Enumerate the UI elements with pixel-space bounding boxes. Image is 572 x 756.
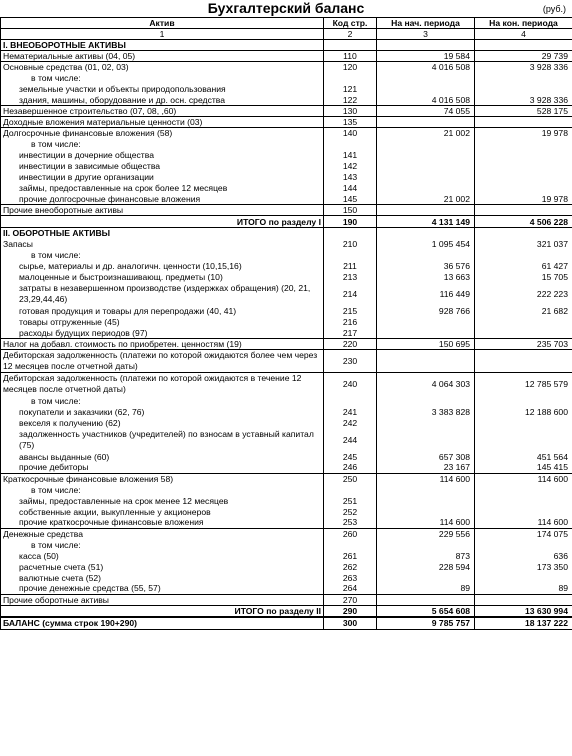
- value-end-period: [475, 40, 572, 51]
- row-label: сырье, материалы и др. аналогичн. ценности (10,15,16): [1, 261, 324, 272]
- table-row: [1, 495, 572, 506]
- row-code: 216: [324, 317, 377, 328]
- value-start-period: [377, 484, 475, 495]
- value-end-period: [475, 73, 572, 84]
- value-start-period: 4 016 508: [377, 62, 475, 73]
- row-code: 264: [324, 583, 377, 594]
- value-start-period: [377, 395, 475, 406]
- row-code: [324, 395, 377, 406]
- row-code: 260: [324, 528, 377, 539]
- row-label: касса (50): [1, 550, 324, 561]
- row-code: [324, 139, 377, 150]
- row-label: Налог на добавл. стоимость по приобретен. ценностям (19): [1, 339, 324, 350]
- value-end-period: 173 350: [475, 561, 572, 572]
- value-end-period: [475, 139, 572, 150]
- value-end-period: 145 415: [475, 462, 572, 473]
- row-code: 120: [324, 62, 377, 73]
- row-label: в том числе:: [1, 484, 324, 495]
- value-end-period: 61 427: [475, 261, 572, 272]
- row-code: 300: [324, 617, 377, 629]
- row-code: 110: [324, 51, 377, 62]
- row-label: ИТОГО по разделу II: [1, 605, 324, 617]
- row-code: 261: [324, 550, 377, 561]
- value-end-period: 174 075: [475, 528, 572, 539]
- value-end-period: 3 928 336: [475, 62, 572, 73]
- row-label: товары отгруженные (45): [1, 317, 324, 328]
- value-end-period: 13 630 994: [475, 605, 572, 617]
- value-start-period: 657 308: [377, 451, 475, 462]
- column-number-row: [1, 29, 572, 40]
- balance-total-row: [1, 617, 572, 629]
- header-code: Код стр.: [324, 18, 377, 29]
- table-row: [1, 328, 572, 339]
- row-label: в том числе:: [1, 73, 324, 84]
- row-code: 141: [324, 150, 377, 161]
- table-row: [1, 62, 572, 73]
- value-start-period: [377, 594, 475, 605]
- value-start-period: [377, 495, 475, 506]
- row-label: прочие долгосрочные финансовые вложения: [1, 194, 324, 205]
- table-row: [1, 417, 572, 428]
- table-row: [1, 373, 572, 396]
- header-asset: Актив: [1, 18, 324, 29]
- row-label: Прочие внеоборотные активы: [1, 205, 324, 216]
- row-label: прочие дебиторы: [1, 462, 324, 473]
- row-code: 241: [324, 406, 377, 417]
- row-code: 240: [324, 373, 377, 396]
- value-end-period: 15 705: [475, 272, 572, 283]
- row-code: 210: [324, 239, 377, 250]
- table-row: [1, 484, 572, 495]
- row-label: займы, предоставленные на срок более 12 месяцев: [1, 183, 324, 194]
- value-end-period: 19 978: [475, 128, 572, 139]
- value-start-period: [377, 572, 475, 583]
- value-start-period: 23 167: [377, 462, 475, 473]
- row-label: ИТОГО по разделу I: [1, 216, 324, 228]
- table-row: [1, 239, 572, 250]
- table-row: [1, 117, 572, 128]
- row-code: 262: [324, 561, 377, 572]
- value-start-period: 4 064 303: [377, 373, 475, 396]
- value-start-period: 4 016 508: [377, 95, 475, 106]
- row-label: займы, предоставленные на срок менее 12 месяцев: [1, 495, 324, 506]
- row-code: 143: [324, 172, 377, 183]
- row-label: векселя к получению (62): [1, 417, 324, 428]
- row-label: земельные участки и объекты природопользования: [1, 84, 324, 95]
- value-start-period: 21 002: [377, 128, 475, 139]
- row-label: расчетные счета (51): [1, 561, 324, 572]
- row-label: Дебиторская задолженность (платежи по которой ожидаются более чем через 12 месяцев после отчетной даты): [1, 350, 324, 373]
- row-code: 245: [324, 451, 377, 462]
- value-end-period: [475, 395, 572, 406]
- row-code: 270: [324, 594, 377, 605]
- value-end-period: [475, 594, 572, 605]
- value-start-period: 5 654 608: [377, 605, 475, 617]
- row-label: затраты в незавершенном производстве (издержках обращения) (20, 21, 23,29,44,46): [1, 283, 324, 306]
- table-row: [1, 272, 572, 283]
- row-code: 213: [324, 272, 377, 283]
- row-label: инвестиции в дочерние общества: [1, 150, 324, 161]
- row-code: 246: [324, 462, 377, 473]
- row-label: расходы будущих периодов (97): [1, 328, 324, 339]
- table-row: [1, 561, 572, 572]
- row-code: 122: [324, 95, 377, 106]
- table-row: [1, 406, 572, 417]
- row-code: 251: [324, 495, 377, 506]
- value-start-period: 114 600: [377, 473, 475, 484]
- header-start: На нач. периода: [377, 18, 475, 29]
- table-row: [1, 250, 572, 261]
- row-label: инвестиции в другие организации: [1, 172, 324, 183]
- value-start-period: [377, 161, 475, 172]
- value-end-period: 451 564: [475, 451, 572, 462]
- colnum-4: 4: [475, 29, 572, 40]
- table-row: [1, 194, 572, 205]
- value-start-period: [377, 183, 475, 194]
- row-label: Незавершенное строительство (07, 08, ,60): [1, 106, 324, 117]
- value-end-period: [475, 161, 572, 172]
- row-label: Долгосрочные финансовые вложения (58): [1, 128, 324, 139]
- value-end-period: [475, 328, 572, 339]
- value-start-period: 36 576: [377, 261, 475, 272]
- report-title: Бухгалтерский баланс: [207, 0, 365, 16]
- value-start-period: 21 002: [377, 194, 475, 205]
- value-end-period: [475, 205, 572, 216]
- value-end-period: [475, 417, 572, 428]
- section-heading-row: [1, 40, 572, 51]
- value-start-period: 1 095 454: [377, 239, 475, 250]
- row-code: 135: [324, 117, 377, 128]
- table-row: [1, 462, 572, 473]
- value-end-period: [475, 250, 572, 261]
- row-label: в том числе:: [1, 395, 324, 406]
- value-end-period: 19 978: [475, 194, 572, 205]
- value-start-period: 13 663: [377, 272, 475, 283]
- table-row: [1, 73, 572, 84]
- value-start-period: [377, 84, 475, 95]
- value-end-period: [475, 84, 572, 95]
- row-label: в том числе:: [1, 139, 324, 150]
- row-label: покупатели и заказчики (62, 76): [1, 406, 324, 417]
- colnum-1: 1: [1, 29, 324, 40]
- row-code: [324, 539, 377, 550]
- table-row: [1, 150, 572, 161]
- colnum-3: 3: [377, 29, 475, 40]
- row-label: собственные акции, выкупленные у акционеров: [1, 506, 324, 517]
- table-row: [1, 572, 572, 583]
- row-code: 220: [324, 339, 377, 350]
- value-start-period: [377, 428, 475, 451]
- value-start-period: 89: [377, 583, 475, 594]
- table-row: [1, 139, 572, 150]
- row-label: здания, машины, оборудование и др. осн. средства: [1, 95, 324, 106]
- table-row: [1, 183, 572, 194]
- value-start-period: 229 556: [377, 528, 475, 539]
- value-end-period: [475, 495, 572, 506]
- value-start-period: 19 584: [377, 51, 475, 62]
- table-row: [1, 539, 572, 550]
- value-end-period: [475, 172, 572, 183]
- value-start-period: [377, 328, 475, 339]
- row-label: Денежные средства: [1, 528, 324, 539]
- value-end-period: 222 223: [475, 283, 572, 306]
- section-total-row: [1, 216, 572, 228]
- value-end-period: 321 037: [475, 239, 572, 250]
- row-label: I. ВНЕОБОРОТНЫЕ АКТИВЫ: [1, 40, 324, 51]
- row-label: II. ОБОРОТНЫЕ АКТИВЫ: [1, 228, 324, 239]
- row-code: 150: [324, 205, 377, 216]
- row-code: 253: [324, 517, 377, 528]
- value-end-period: [475, 183, 572, 194]
- value-start-period: [377, 172, 475, 183]
- table-row: [1, 506, 572, 517]
- value-start-period: [377, 228, 475, 239]
- value-start-period: 9 785 757: [377, 617, 475, 629]
- value-start-period: 114 600: [377, 517, 475, 528]
- value-start-period: [377, 506, 475, 517]
- row-label: Прочие оборотные активы: [1, 594, 324, 605]
- value-start-period: 150 695: [377, 339, 475, 350]
- report-header: [0, 0, 572, 17]
- row-code: [324, 484, 377, 495]
- row-code: 263: [324, 572, 377, 583]
- table-row: [1, 473, 572, 484]
- table-row: [1, 172, 572, 183]
- header-end: На кон. периода: [475, 18, 572, 29]
- row-label: задолженность участников (учредителей) по взносам в уставный капитал (75): [1, 428, 324, 451]
- value-start-period: [377, 73, 475, 84]
- row-label: валютные счета (52): [1, 572, 324, 583]
- row-code: 190: [324, 216, 377, 228]
- row-label: Основные средства (01, 02, 03): [1, 62, 324, 73]
- colnum-2: 2: [324, 29, 377, 40]
- row-code: 252: [324, 506, 377, 517]
- table-row: [1, 395, 572, 406]
- table-row: [1, 517, 572, 528]
- value-end-period: 114 600: [475, 517, 572, 528]
- table-row: [1, 128, 572, 139]
- column-header-row: [1, 18, 572, 29]
- row-code: [324, 228, 377, 239]
- value-start-period: 3 383 828: [377, 406, 475, 417]
- value-end-period: 235 703: [475, 339, 572, 350]
- value-start-period: [377, 40, 475, 51]
- row-label: в том числе:: [1, 250, 324, 261]
- value-end-period: 89: [475, 583, 572, 594]
- row-label: готовая продукция и товары для перепродажи (40, 41): [1, 306, 324, 317]
- value-end-period: [475, 317, 572, 328]
- row-label: прочие денежные средства (55, 57): [1, 583, 324, 594]
- row-code: 290: [324, 605, 377, 617]
- row-label: Краткосрочные финансовые вложения 58): [1, 473, 324, 484]
- value-start-period: [377, 150, 475, 161]
- value-end-period: [475, 150, 572, 161]
- table-row: [1, 339, 572, 350]
- value-end-period: [475, 506, 572, 517]
- row-code: 144: [324, 183, 377, 194]
- row-label: малоценные и быстроизнашивающ. предметы (10): [1, 272, 324, 283]
- row-label: Запасы: [1, 239, 324, 250]
- table-row: [1, 283, 572, 306]
- table-row: [1, 306, 572, 317]
- value-end-period: [475, 228, 572, 239]
- value-end-period: 12 188 600: [475, 406, 572, 417]
- value-end-period: 18 137 222: [475, 617, 572, 629]
- value-start-period: [377, 117, 475, 128]
- row-code: 217: [324, 328, 377, 339]
- value-start-period: [377, 417, 475, 428]
- value-end-period: 12 785 579: [475, 373, 572, 396]
- row-code: 142: [324, 161, 377, 172]
- table-row: [1, 528, 572, 539]
- row-label: БАЛАНС (сумма строк 190+290): [1, 617, 324, 629]
- row-label: Нематериальные активы (04, 05): [1, 51, 324, 62]
- row-label: Дебиторская задолженность (платежи по которой ожидаются в течение 12 месяцев после отчетной даты): [1, 373, 324, 396]
- row-label: в том числе:: [1, 539, 324, 550]
- row-code: 121: [324, 84, 377, 95]
- table-row: [1, 84, 572, 95]
- row-code: 214: [324, 283, 377, 306]
- row-code: [324, 250, 377, 261]
- row-code: 211: [324, 261, 377, 272]
- section-total-row: [1, 605, 572, 617]
- row-label: прочие краткосрочные финансовые вложения: [1, 517, 324, 528]
- currency-unit: (руб.): [542, 4, 566, 14]
- value-end-period: 4 506 228: [475, 216, 572, 228]
- value-end-period: [475, 350, 572, 373]
- table-row: [1, 51, 572, 62]
- row-label: инвестиции в зависимые общества: [1, 161, 324, 172]
- table-row: [1, 550, 572, 561]
- value-start-period: [377, 539, 475, 550]
- value-end-period: [475, 117, 572, 128]
- value-start-period: 873: [377, 550, 475, 561]
- value-end-period: 528 175: [475, 106, 572, 117]
- value-start-period: 4 131 149: [377, 216, 475, 228]
- row-code: 145: [324, 194, 377, 205]
- row-code: 250: [324, 473, 377, 484]
- value-start-period: 928 766: [377, 306, 475, 317]
- value-end-period: [475, 539, 572, 550]
- row-label: авансы выданные (60): [1, 451, 324, 462]
- table-row: [1, 205, 572, 216]
- row-code: 230: [324, 350, 377, 373]
- row-code: 244: [324, 428, 377, 451]
- value-start-period: [377, 139, 475, 150]
- value-start-period: [377, 317, 475, 328]
- table-row: [1, 106, 572, 117]
- value-end-period: 3 928 336: [475, 95, 572, 106]
- table-row: [1, 161, 572, 172]
- value-end-period: [475, 428, 572, 451]
- table-row: [1, 350, 572, 373]
- value-end-period: [475, 572, 572, 583]
- value-start-period: 116 449: [377, 283, 475, 306]
- value-end-period: 114 600: [475, 473, 572, 484]
- table-row: [1, 594, 572, 605]
- row-code: [324, 40, 377, 51]
- row-code: 215: [324, 306, 377, 317]
- table-row: [1, 583, 572, 594]
- row-code: 242: [324, 417, 377, 428]
- table-row: [1, 261, 572, 272]
- value-end-period: 636: [475, 550, 572, 561]
- table-row: [1, 451, 572, 462]
- value-start-period: [377, 205, 475, 216]
- section-heading-row: [1, 228, 572, 239]
- value-start-period: 228 594: [377, 561, 475, 572]
- row-code: 140: [324, 128, 377, 139]
- row-label: Доходные вложения материальные ценности (03): [1, 117, 324, 128]
- value-end-period: 29 739: [475, 51, 572, 62]
- value-start-period: [377, 250, 475, 261]
- table-row: [1, 95, 572, 106]
- row-code: [324, 73, 377, 84]
- balance-sheet-table: [0, 17, 572, 630]
- table-row: [1, 317, 572, 328]
- value-end-period: 21 682: [475, 306, 572, 317]
- value-end-period: [475, 484, 572, 495]
- table-row: [1, 428, 572, 451]
- row-code: 130: [324, 106, 377, 117]
- value-start-period: 74 055: [377, 106, 475, 117]
- value-start-period: [377, 350, 475, 373]
